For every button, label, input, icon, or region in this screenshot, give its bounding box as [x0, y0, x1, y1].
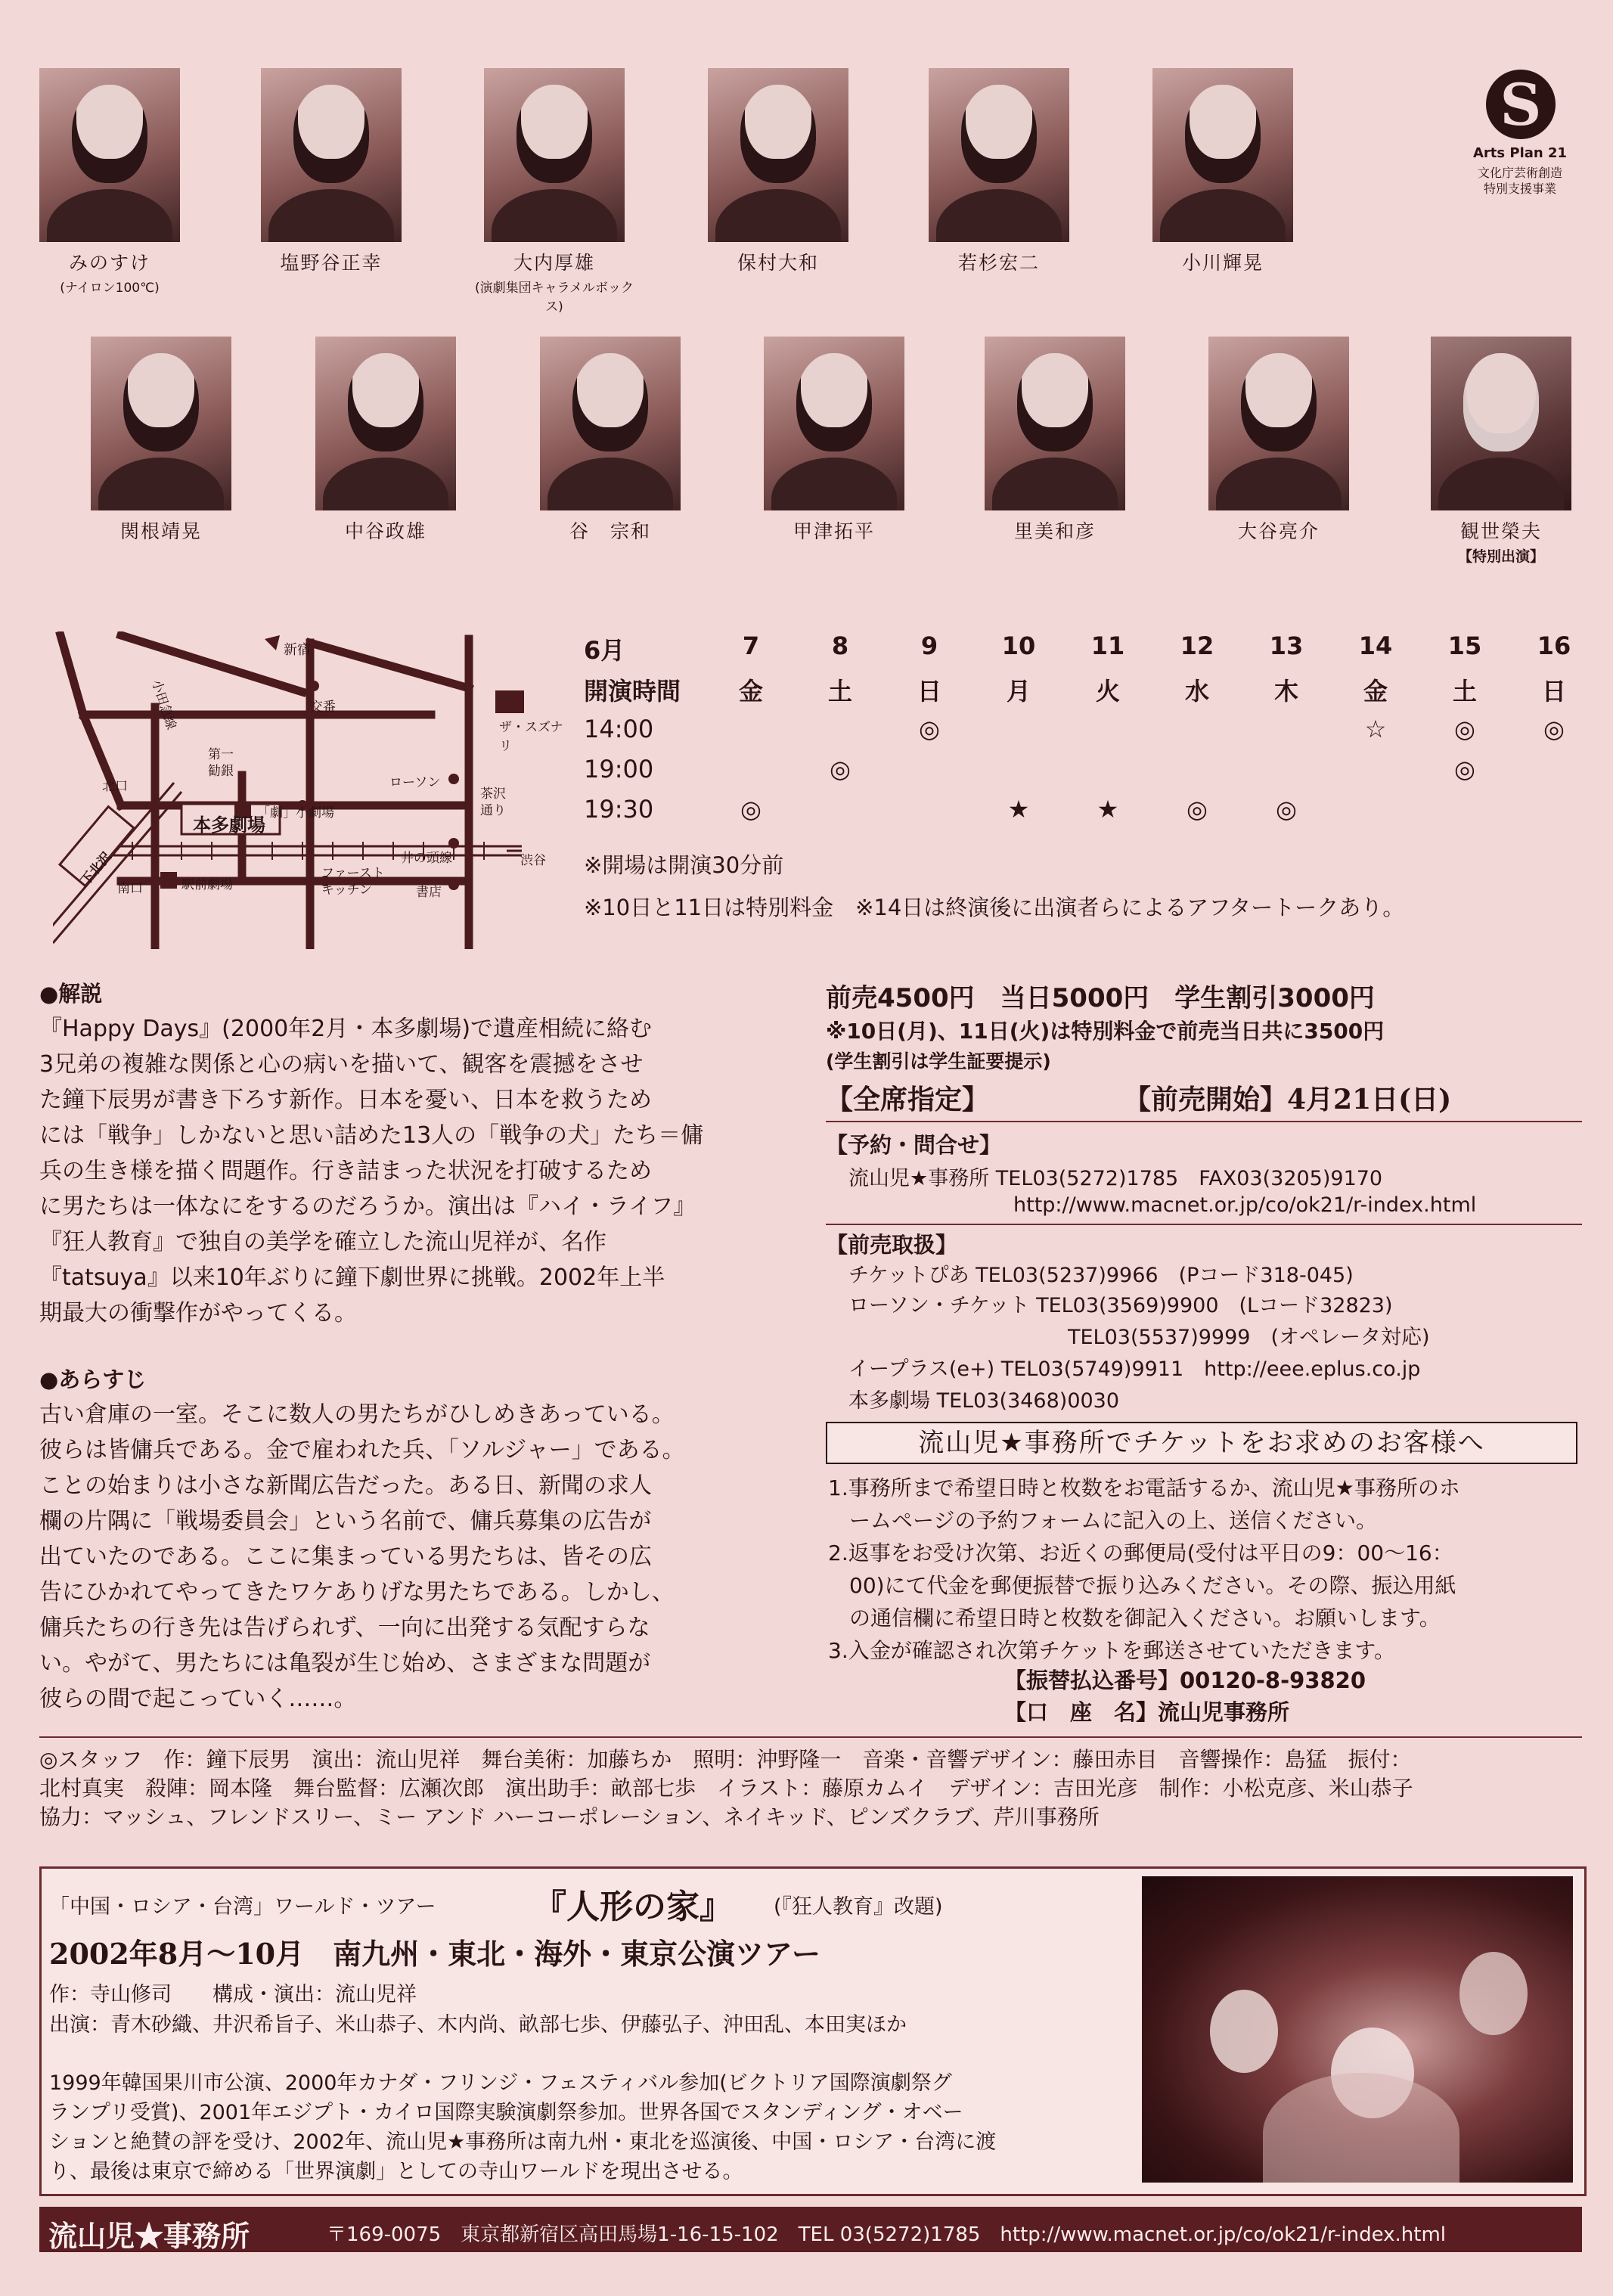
footer-bar [39, 2207, 1582, 2252]
cast-affiliation: (演劇集団キャラメルボックス) [474, 281, 634, 315]
schedule-date: 14 [1358, 631, 1393, 660]
schedule-day: 土 [827, 677, 852, 706]
map-label-suzunari: ザ・スズナリ [499, 720, 563, 754]
schedule-mark: ☆ [1364, 715, 1387, 743]
cast-name: 大内厚雄 [513, 252, 595, 274]
schedule-day: 日 [917, 677, 941, 706]
arasuji-line: い。やがて、男たちには亀裂が生じ始め、さまざまな問題が [39, 1650, 651, 1677]
map-label-lawson: ローソン [389, 775, 441, 790]
schedule-day: 木 [1273, 677, 1298, 706]
schedule-note-special: ※10日と11日は特別料金 ※14日は終演後に出演者らによるアフタートークあり。 [584, 895, 1405, 920]
cast-member [523, 337, 697, 544]
logo-line2: 特別支援事業 [1483, 182, 1556, 196]
logo-brand: Arts Plan 21 [1472, 145, 1568, 161]
cast-member [244, 68, 418, 275]
cast-name: 若杉宏二 [957, 252, 1040, 274]
office-box-title [826, 1422, 1577, 1464]
tour-sub: (『狂人教育』改題) [774, 1895, 943, 1919]
cast-member [23, 68, 197, 296]
ticket-price: 前売4500円 当日5000円 学生割引3000円 [826, 983, 1375, 1013]
outlet-lawson: ローソン・チケット TEL03(3569)9900 (Lコード32823) [848, 1294, 1393, 1317]
schedule-date: 10 [1001, 631, 1036, 660]
office-step-line: ームページの予約フォームに記入の上、送信ください。 [828, 1508, 1378, 1533]
kaisetsu-line: 期最大の衝撃作がやってくる。 [39, 1300, 357, 1326]
cast-name: 保村大和 [737, 252, 819, 274]
schedule-mark: ◎ [740, 795, 762, 824]
reserve-contact: 流山児★事務所 TEL03(5272)1785 FAX03(3205)9170 [848, 1167, 1383, 1190]
schedule-mark: ◎ [1454, 755, 1475, 783]
cast-name: 甲津拓平 [793, 520, 875, 542]
outlet-honda: 本多劇場 TEL03(3468)0030 [848, 1389, 1120, 1413]
cast-member [1192, 337, 1366, 544]
cast-photo [764, 337, 904, 510]
tour-credit: 作：寺山修司 構成・演出：流山児祥 [49, 1983, 417, 2006]
schedule-date: 15 [1447, 631, 1482, 660]
kaisetsu-line: 『狂人教育』で独自の美学を確立した流山児祥が、名作 [39, 1229, 606, 1255]
venue-map [53, 631, 567, 949]
cast-member [691, 68, 865, 275]
arasuji-line: 告にひかれてやってきたワケありげな男たちである。しかし、 [39, 1579, 675, 1606]
office-step-line: 3.入金が確認され次第チケットを郵送させていただきます。 [828, 1638, 1395, 1663]
schedule-day: 金 [1363, 677, 1388, 706]
reserve-url[interactable]: http://www.macnet.or.jp/co/ok21/r-index.html [1013, 1193, 1477, 1217]
cast-photo [484, 68, 625, 242]
tour-title: 『人形の家』 [533, 1888, 733, 1926]
arasuji-line: 傭兵たちの行き先は告げられず、一向に出発する気配すらな [39, 1615, 650, 1641]
schedule-date: 11 [1090, 631, 1125, 660]
kaisetsu-line: 兵の生き様を描く問題作。行き詰まった状況を打破するため [39, 1158, 652, 1184]
map-label-koban: 交番 [310, 700, 336, 715]
ticket-student-note: (学生割引は学生証要提示) [826, 1050, 1051, 1072]
schedule-day: 火 [1095, 677, 1120, 706]
tour-desc-line: ランプリ受賞)、2001年エジプト・カイロ国際実験演劇祭参加。世界各国でスタンディング・オベー [49, 2101, 963, 2124]
kaisetsu-line: 『Happy Days』(2000年2月・本多劇場)で遺産相続に絡む [39, 1016, 653, 1042]
cast-photo [261, 68, 402, 242]
map-label-daiichi: 第一 [208, 747, 234, 762]
cast-name: みのすけ [68, 252, 150, 274]
arasuji-line: 古い倉庫の一室。そこに数人の男たちがひしめきあっている。 [39, 1401, 675, 1428]
schedule-day: 土 [1452, 677, 1477, 706]
arasuji-line: ことの始まりは小さな新聞広告だった。ある日、新聞の求人 [39, 1472, 652, 1499]
schedule-month: 6月 [584, 636, 625, 665]
tour-cast: 出演：青木砂織、井沢希旨子、米山恭子、木内尚、畝部七歩、伊藤弘子、沖田乱、本田実ほか [49, 2013, 907, 2037]
map-label-first: ファースト [321, 866, 385, 881]
arasuji-line: 出ていたのである。ここに集まっている男たちは、皆その広 [39, 1544, 652, 1570]
cast-member [74, 337, 248, 544]
arasuji-body [39, 1397, 796, 1717]
schedule-date: 7 [742, 631, 760, 660]
kaisetsu-line: 3兄弟の複雑な関係と心の病いを描いて、観客を震撼をさせ [39, 1051, 644, 1078]
office-step-line: の通信欄に希望日時と枚数を御記入ください。お願いします。 [828, 1606, 1441, 1630]
tour-desc-line: 1999年韓国果川市公演、2000年カナダ・フリンジ・フェスティバル参加(ビクトリア国際演劇祭グ [49, 2071, 952, 2095]
cast-member [467, 68, 641, 315]
cast-name: 小川輝晃 [1181, 252, 1264, 274]
schedule-mark: ◎ [919, 715, 940, 743]
schedule-day: 月 [1006, 677, 1031, 706]
office-step-line: 00)にて代金を郵便振替で振り込みください。その際、振込用紙 [828, 1573, 1456, 1598]
map-label-kangin: 勧銀 [208, 764, 234, 779]
cast-member [1414, 337, 1588, 566]
ticket-special: ※10日(月)、11日(火)は特別料金で前売当日共に3500円 [826, 1019, 1385, 1044]
office-step-line: 1.事務所まで希望日時と枚数をお電話するか、流山児★事務所のホ [828, 1475, 1460, 1500]
cast-affiliation: (ナイロン100℃) [60, 281, 160, 296]
kaisetsu-section [39, 977, 796, 1331]
cast-photo [540, 337, 681, 510]
map-label-honda: 本多劇場 [193, 814, 265, 836]
schedule-header: 開演時間 [584, 677, 681, 706]
map-label-minamiguchi: 南口 [117, 881, 143, 896]
office-furikae: 【振替払込番号】00120-8-93820 [1004, 1668, 1366, 1693]
staff-line: ◎スタッフ 作：鐘下辰男 演出：流山児祥 舞台美術：加藤ちか 照明：沖野隆一 音楽・音響デザイン：藤田赤目 音響操作：島猛 振付： [39, 1747, 1412, 1772]
arasuji-line: 彼らは皆傭兵である。金で雇われた兵、「ソルジャー」である。 [39, 1437, 685, 1463]
cast-photo [708, 68, 848, 242]
schedule-time: 19:30 [584, 795, 654, 824]
schedule-time: 19:00 [584, 755, 654, 783]
cast-member [299, 337, 473, 544]
logo-line1: 文化庁芸術創造 [1477, 166, 1562, 180]
cast-name: 塩野谷正幸 [280, 252, 383, 274]
kaisetsu-line: に男たちは一体なにをするのだろうか。演出は『ハイ・ライフ』 [39, 1193, 696, 1220]
cast-photo [39, 68, 180, 242]
staff-line: 協力：マッシュ、フレンドスリー、ミー アンド ハーコーポレーション、ネイキッド、ピンズクラブ、芹川事務所 [39, 1804, 1100, 1829]
schedule-mark: ◎ [1186, 795, 1208, 824]
cast-name: 関根靖晃 [119, 520, 202, 542]
staff-credits [39, 1745, 1582, 1832]
schedule-mark: ★ [1007, 795, 1030, 824]
schedule-mark: ◎ [1454, 715, 1475, 743]
map-label-dori: 通り [480, 803, 506, 818]
schedule-mark: ◎ [830, 755, 851, 783]
cast-name: 大谷亮介 [1237, 520, 1320, 542]
office-koza: 【口 座 名】流山児事務所 [1004, 1699, 1290, 1725]
map-label-odakyu: 小田急線 [148, 678, 179, 732]
schedule-day: 金 [738, 677, 763, 706]
footer-address: 〒169-0075 東京都新宿区高田馬場1-16-15-102 TEL 03(5272)1785 http://www.macnet.or.jp/co/ok21/r-index.html [327, 2223, 1446, 2246]
outlet-lawson-operator: TEL03(5537)9999 (オペレータ対応) [1068, 1326, 1430, 1349]
schedule-mark: ★ [1097, 795, 1119, 824]
footer-org: 流山児★事務所 [48, 2219, 250, 2253]
outlet-pia: チケットぴあ TEL03(5237)9966 (Pコード318-045) [848, 1264, 1354, 1287]
cast-member [1136, 68, 1310, 275]
cast-photo [1152, 68, 1293, 242]
kaisetsu-body [39, 1011, 796, 1331]
schedule-mark: ◎ [1543, 715, 1565, 743]
kaisetsu-line: 『tatsuya』以来10年ぶりに鐘下劇世界に挑戦。2002年上半 [39, 1264, 665, 1291]
cast-photo [985, 337, 1125, 510]
map-label-ekimae: 駅前劇場 [181, 877, 233, 892]
kaisetsu-title: ●解説 [39, 981, 103, 1007]
kaisetsu-line: た鐘下辰男が書き下ろす新作。日本を憂い、日本を救うため [39, 1087, 652, 1113]
schedule-date: 8 [831, 631, 849, 660]
outlet-title: 【前売取扱】 [826, 1232, 958, 1258]
reserve-title: 【予約・問合せ】 [826, 1132, 1002, 1158]
schedule-mark: ◎ [1276, 795, 1297, 824]
cast-member [912, 68, 1086, 275]
schedule-date: 9 [920, 631, 938, 660]
map-label-shibuya: 渋谷 [520, 853, 546, 868]
cast-affiliation: 【特別出演】 [1457, 548, 1544, 565]
schedule-time: 14:00 [584, 715, 654, 743]
map-label-shoten: 書店 [416, 885, 442, 900]
map-label-shimokita: 下北沢 [78, 849, 115, 889]
cast-photo [91, 337, 231, 510]
arasuji-title: ●あらすじ [39, 1367, 147, 1392]
cast-name: 中谷政雄 [344, 520, 427, 542]
tour-desc-line: ションと絶賛の評を受け、2002年、流山児★事務所は南九州・東北を巡演後、中国・ロシア・台湾に渡 [49, 2130, 997, 2154]
office-title: 流山児★事務所でチケットをお求めのお客様へ [918, 1428, 1485, 1458]
arasuji-line: 彼らの間で起こっていく……。 [39, 1686, 357, 1712]
staff-line: 北村真実 殺陣：岡本隆 舞台監督：広瀬次郎 演出助手：畝部七歩 イラスト：藤原カムイ デザイン：吉田光彦 制作：小松克彦、米山恭子 [39, 1776, 1413, 1801]
map-label-inokashira: 井の頭線 [401, 851, 452, 866]
logo-mark-icon: S [1486, 70, 1556, 139]
schedule-date: 12 [1180, 631, 1214, 660]
kaisetsu-line: には「戦争」しかないと思い詰めた13人の「戦争の犬」たち＝傭 [39, 1122, 704, 1149]
cast-photo [1208, 337, 1349, 510]
performance-schedule [582, 631, 1580, 934]
schedule-day: 水 [1184, 677, 1209, 706]
office-step-line: 2.返事をお受け次第、お近くの郵便局(受付は平日の9：00～16： [828, 1540, 1453, 1565]
cast-member [747, 337, 921, 544]
schedule-date: 16 [1537, 631, 1571, 660]
schedule-note-open: ※開場は開演30分前 [584, 852, 784, 878]
map-label-geki: 「劇」小劇場 [257, 805, 334, 821]
ticket-seat: 【全席指定】 [826, 1084, 990, 1115]
map-label-kitaguchi: 北口 [102, 779, 128, 794]
schedule-day: 日 [1541, 677, 1566, 706]
cast-name: 里美和彦 [1013, 520, 1096, 542]
cast-name: 観世榮夫 [1459, 520, 1542, 542]
tour-box [39, 1866, 1587, 2196]
tour-dates: 2002年8月～10月 南九州・東北・海外・東京公演ツアー [49, 1937, 820, 1971]
arasuji-line: 欄の片隅に「戦場委員会」という名前で、傭兵募集の広告が [39, 1508, 652, 1534]
tour-photo [1142, 1876, 1573, 2183]
outlet-eplus: イープラス(e+) TEL03(5749)9911 http://eee.eplus.co.jp [848, 1357, 1421, 1381]
cast-member [968, 337, 1142, 544]
tour-desc [49, 2068, 1138, 2186]
arasuji-section [39, 1363, 796, 1717]
cast-name: 谷 宗和 [569, 520, 651, 542]
map-label-kitchen: キッチン [321, 883, 372, 898]
ticket-sale-start: 【前売開始】4月21日(日) [1124, 1084, 1452, 1115]
tour-pre: 「中国・ロシア・台湾」ワールド・ツアー [49, 1895, 436, 1919]
cast-photo [315, 337, 456, 510]
office-steps [828, 1472, 1584, 1667]
cast-photo [929, 68, 1069, 242]
tour-desc-line: り、最後は東京で締める「世界演劇」としての寺山ワールドを現出させる。 [49, 2160, 743, 2183]
map-label-shinjuku: 新宿 [284, 642, 311, 658]
map-label-chazawa: 茶沢 [480, 787, 506, 802]
cast-photo [1431, 337, 1571, 510]
schedule-date: 13 [1269, 631, 1304, 660]
